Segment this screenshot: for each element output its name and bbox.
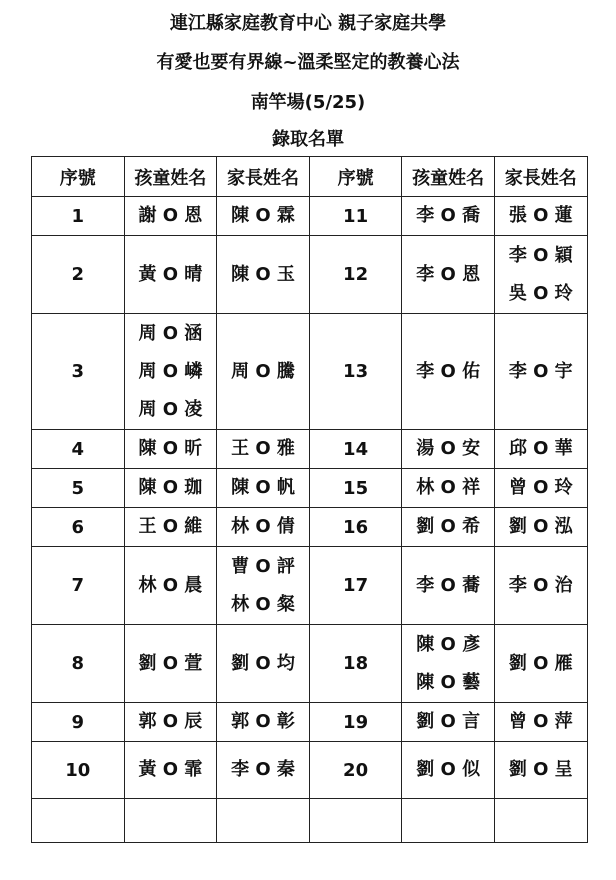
child-name-cell [402, 197, 495, 236]
table-row [32, 547, 588, 625]
parent-name-cell [217, 508, 310, 547]
table-row [32, 430, 588, 469]
child-name: 林 O 祥 [416, 477, 481, 498]
child-name-cell [124, 625, 217, 703]
organizer-title: 連江縣家庭教育中心 親子家庭共學 [169, 13, 447, 34]
parent-name-cell [217, 625, 310, 703]
parent-name-cell [494, 703, 587, 742]
child-name: 李 O 喬 [416, 205, 481, 226]
parent-name: 李 O 穎 [508, 244, 573, 266]
parent-name-cell [217, 742, 310, 799]
child-name-cell [124, 508, 217, 547]
row-number: 1 [32, 197, 125, 236]
table-row [32, 469, 588, 508]
row-number: 7 [32, 547, 125, 625]
child-name-cell [124, 469, 217, 508]
table-body [32, 197, 588, 843]
child-name-cell [402, 547, 495, 625]
child-name: 劉 O 似 [416, 759, 481, 780]
column-header-child-name: 孩童姓名 [124, 157, 217, 197]
parent-name-cell [494, 625, 587, 703]
child-name: 王 O 維 [138, 516, 203, 537]
admission-table [31, 156, 588, 843]
row-number: 6 [32, 508, 125, 547]
parent-name-cell [217, 469, 310, 508]
empty-cell [217, 799, 310, 843]
parent-name: 劉 O 雁 [508, 652, 573, 674]
child-name: 陳 O 彥 [416, 633, 481, 655]
row-number: 9 [32, 703, 125, 742]
parent-name: 周 O 騰 [231, 360, 295, 382]
child-name: 李 O 佑 [416, 360, 481, 382]
parent-name-cell [494, 430, 587, 469]
session-title: 南竿場(5/25) [250, 92, 366, 113]
child-name: 周 O 凌 [138, 398, 203, 420]
row-number: 12 [309, 236, 402, 314]
table-row [32, 742, 588, 799]
child-name-cell [124, 742, 217, 799]
course-title: 有愛也要有界線~溫柔堅定的教養心法 [156, 52, 460, 73]
child-name: 劉 O 言 [416, 711, 481, 732]
parent-name: 郭 O 彰 [231, 711, 295, 732]
parent-name: 吳 O 玲 [508, 282, 573, 304]
child-name-cell [402, 314, 495, 430]
row-number: 16 [309, 508, 402, 547]
parent-name-cell [494, 469, 587, 508]
child-name-cell [124, 547, 217, 625]
row-number: 15 [309, 469, 402, 508]
parent-name: 李 O 治 [508, 574, 573, 596]
parent-name: 陳 O 玉 [231, 263, 295, 285]
child-name-cell [124, 197, 217, 236]
parent-name-cell [494, 314, 587, 430]
parent-name-cell [217, 430, 310, 469]
parent-name-cell [494, 742, 587, 799]
child-name: 陳 O 珈 [138, 477, 203, 498]
child-name: 周 O 嶙 [138, 360, 203, 382]
row-number: 11 [309, 197, 402, 236]
parent-name: 李 O 秦 [231, 759, 295, 780]
row-number: 17 [309, 547, 402, 625]
child-name-cell [124, 703, 217, 742]
column-header-number: 序號 [309, 157, 402, 197]
parent-name-cell [217, 703, 310, 742]
parent-name: 劉 O 均 [231, 652, 295, 674]
parent-name: 曾 O 萍 [508, 711, 573, 732]
empty-table-row [32, 799, 588, 843]
child-name: 林 O 晨 [138, 574, 203, 596]
table-row [32, 703, 588, 742]
child-name: 郭 O 辰 [138, 711, 203, 732]
child-name-cell [402, 430, 495, 469]
child-name: 李 O 恩 [416, 263, 481, 285]
child-name-cell [402, 236, 495, 314]
parent-name: 曾 O 玲 [508, 477, 573, 498]
column-header-number: 序號 [32, 157, 125, 197]
child-name-cell [402, 508, 495, 547]
parent-name: 張 O 蓮 [508, 205, 573, 226]
row-number: 4 [32, 430, 125, 469]
row-number: 3 [32, 314, 125, 430]
parent-name: 曹 O 評 [231, 555, 295, 577]
child-name-cell [124, 314, 217, 430]
empty-cell [494, 799, 587, 843]
child-name: 黃 O 晴 [138, 263, 203, 285]
table-header-row [32, 157, 588, 197]
parent-name: 邱 O 華 [508, 438, 573, 459]
empty-cell [402, 799, 495, 843]
parent-name-cell [494, 547, 587, 625]
parent-name: 陳 O 帆 [231, 477, 295, 498]
child-name: 黃 O 霏 [138, 759, 203, 780]
row-number: 8 [32, 625, 125, 703]
child-name: 謝 O 恩 [138, 205, 203, 226]
child-name-cell [402, 625, 495, 703]
parent-name: 林 O 倩 [231, 516, 295, 537]
parent-name-cell [217, 547, 310, 625]
parent-name-cell [494, 508, 587, 547]
empty-cell [309, 799, 402, 843]
child-name-cell [402, 469, 495, 508]
column-header-parent-name: 家長姓名 [217, 157, 310, 197]
parent-name: 劉 O 泓 [508, 516, 573, 537]
row-number: 13 [309, 314, 402, 430]
child-name-cell [124, 430, 217, 469]
table-row [32, 625, 588, 703]
parent-name-cell [494, 197, 587, 236]
row-number: 5 [32, 469, 125, 508]
table-row [32, 197, 588, 236]
row-number: 14 [309, 430, 402, 469]
empty-cell [32, 799, 125, 843]
parent-name: 劉 O 呈 [508, 759, 573, 780]
column-header-child-name: 孩童姓名 [402, 157, 495, 197]
row-number: 20 [309, 742, 402, 799]
empty-cell [124, 799, 217, 843]
parent-name-cell [217, 236, 310, 314]
child-name-cell [402, 742, 495, 799]
list-title: 錄取名單 [272, 129, 344, 150]
table-row [32, 314, 588, 430]
parent-name-cell [217, 197, 310, 236]
child-name: 劉 O 萱 [138, 652, 203, 674]
parent-name-cell [494, 236, 587, 314]
child-name: 陳 O 藝 [416, 671, 481, 693]
row-number: 19 [309, 703, 402, 742]
row-number: 10 [32, 742, 125, 799]
row-number: 18 [309, 625, 402, 703]
child-name: 劉 O 希 [416, 516, 481, 537]
child-name: 湯 O 安 [416, 438, 481, 459]
child-name-cell [124, 236, 217, 314]
column-header-parent-name: 家長姓名 [494, 157, 587, 197]
table-row [32, 236, 588, 314]
child-name: 李 O 蕎 [416, 574, 481, 596]
child-name-cell [402, 703, 495, 742]
parent-name: 李 O 宇 [508, 360, 573, 382]
parent-name: 陳 O 霖 [231, 205, 295, 226]
parent-name: 林 O 粲 [231, 593, 295, 615]
row-number: 2 [32, 236, 125, 314]
table-row [32, 508, 588, 547]
child-name: 陳 O 昕 [138, 438, 203, 459]
child-name: 周 O 涵 [138, 322, 203, 344]
parent-name-cell [217, 314, 310, 430]
parent-name: 王 O 雅 [231, 438, 295, 459]
